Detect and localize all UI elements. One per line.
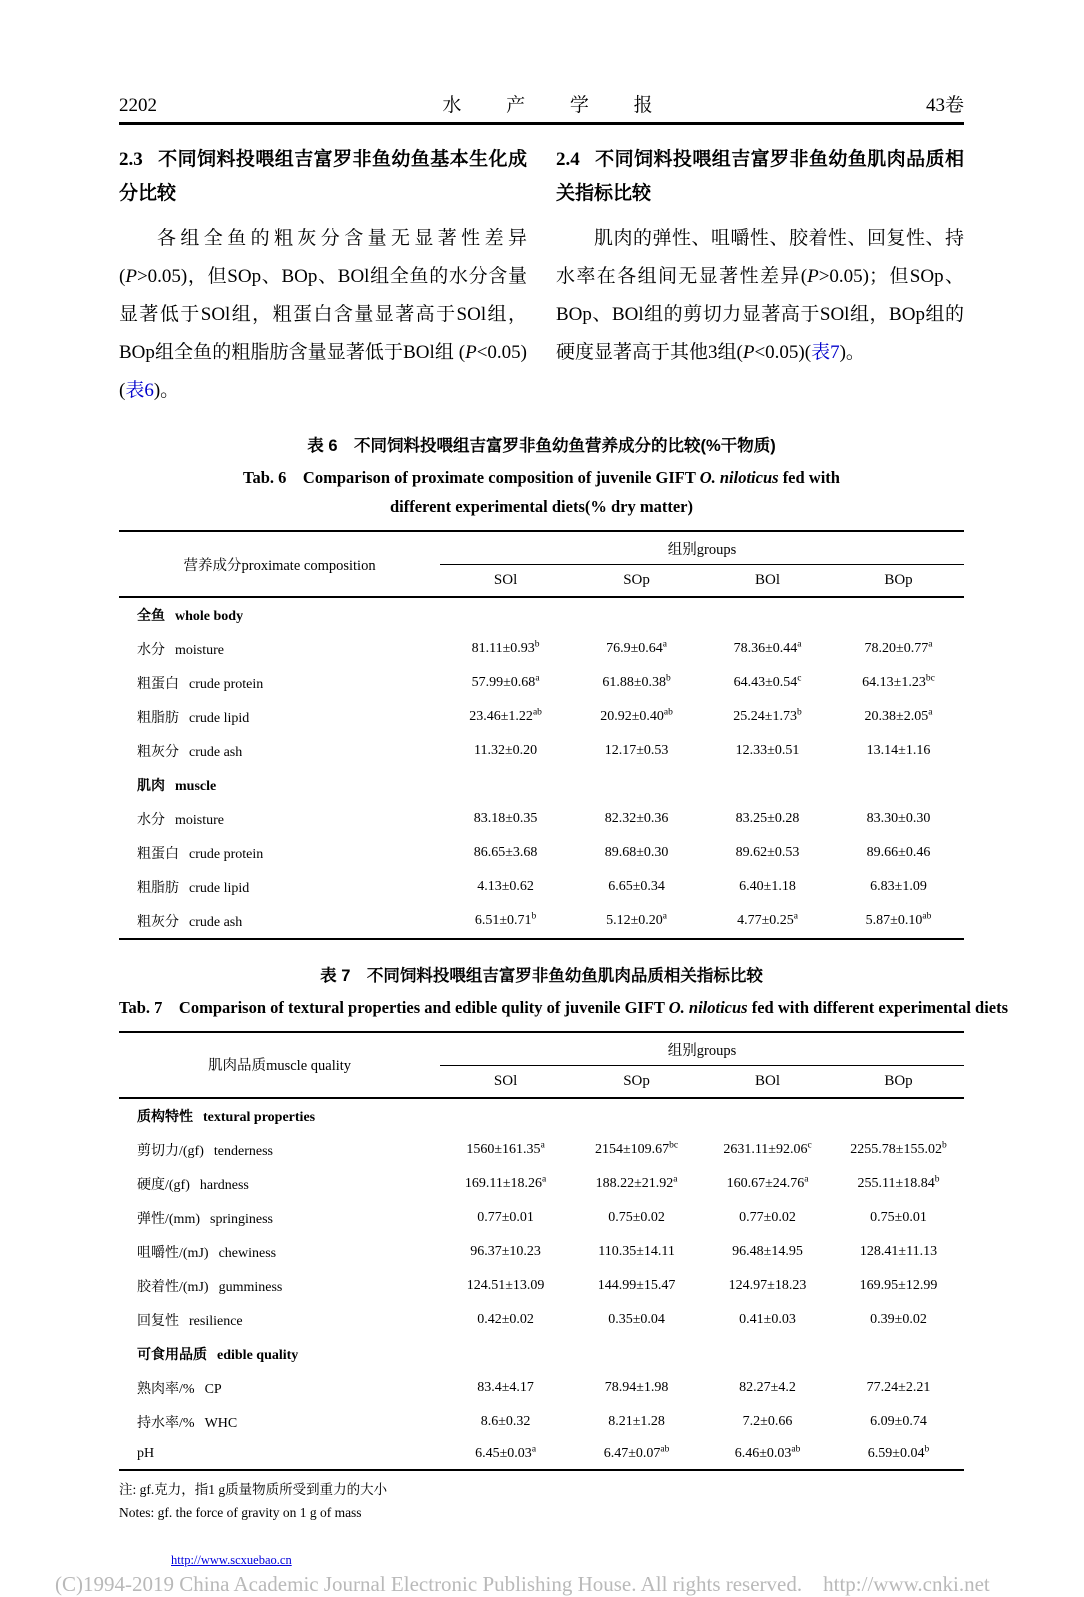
table-data-row [119,1133,964,1167]
paragraph-text: )。 [839,341,865,363]
cell-value: 96.37±10.23 [470,1243,541,1259]
page-number: 2202 [119,95,157,116]
column-header: BOp [833,1065,964,1098]
cell-superscript: b [924,1444,930,1455]
p-value-symbol: P [465,341,477,363]
cell-value: 124.97±18.23 [728,1277,807,1293]
cell-value: 110.35±14.11 [598,1243,675,1259]
cell-value: 12.33±0.51 [735,743,800,758]
cell-superscript: a [928,639,933,650]
page [55,0,1009,1597]
cell-superscript: a [797,639,802,650]
row-label-en: crude protein [189,677,264,692]
paragraph-text: )。 [153,379,180,401]
row-label [119,836,440,870]
cell-superscript: b [934,1174,940,1185]
row-label-en: whole body [175,609,244,624]
cell-superscript: b [941,1140,947,1151]
cell-value: 13.14±1.16 [866,743,931,758]
cell-superscript: b [531,911,537,922]
row-label [119,1167,440,1201]
table-section-row [119,768,964,802]
row-label-en: crude lipid [189,881,250,896]
cell-value: 83.4±4.17 [477,1379,534,1395]
cell-superscript: ab [663,707,673,718]
cell-value: 124.51±13.09 [466,1277,545,1293]
cell-value: 25.24±1.73$^b$ [733,707,802,724]
cell-value: 12.17±0.53 [604,743,669,758]
cell-value: 0.77±0.02 [739,1209,796,1225]
row-label [119,734,440,768]
cell-value: 4.13±0.62 [477,879,534,894]
cell-value: 0.75±0.01 [870,1209,927,1225]
cell-value: 169.95±12.99 [859,1277,938,1293]
table6-caption-zh: 表 6 不同饲料投喂组吉富罗非鱼幼鱼营养成分的比较(%干物质) [307,436,776,455]
copyright-watermark: (C)1994-2019 China Academic Journal Electronic Publishing House. All rights reserved. http://www.cnki.net [55,1571,990,1596]
section-2-3-heading [119,143,527,211]
row-label [119,666,440,700]
row-label-zh: 硬度/(gf) [137,1177,190,1193]
row-label [119,768,964,802]
paragraph-text: >0.05)；但SOp、BOp、BOl组的剪切力显著高于SOl组，BOp组的硬度显著高于其他3组( [556,265,964,363]
row-label [119,632,440,666]
cell-value: 11.32±0.20 [473,743,538,758]
table-data-row [119,1439,964,1470]
cell-value: 23.46±1.22$^{ab}$ [469,707,542,724]
cell-value: 89.62±0.53 [735,845,800,860]
table7-crossref-link[interactable]: 表7 [811,341,840,363]
cell-value: 76.9±0.64$^a$ [606,639,667,656]
table7-notes [119,1478,964,1525]
row-label-en: crude ash [189,745,243,760]
section-title: 不同饲料投喂组吉富罗非鱼幼鱼基本生化成分比较 [119,149,527,204]
cell-value: 188.22±21.92$^a$ [595,1174,678,1191]
table6 [119,530,964,940]
cell-value: 0.77±0.01 [477,1209,534,1225]
table-data-row [119,1235,964,1269]
cell-value: 2154±109.67$^{bc}$ [594,1140,679,1157]
cell-value: 144.99±15.47 [597,1277,676,1293]
row-label [119,904,440,939]
p-value-symbol: P [742,341,755,363]
table-data-row [119,700,964,734]
cell-value: 81.11±0.93$^b$ [471,639,540,656]
cell-value: 61.88±0.38$^b$ [602,673,671,690]
row-label [119,1439,440,1470]
cell-superscript: a [793,911,798,922]
groups-header-zh: 组别 [667,1042,697,1059]
cell-value: 78.94±1.98 [604,1379,669,1395]
row-label-zh: 咀嚼性/(mJ) [137,1245,209,1261]
cell-superscript: ab [791,1444,801,1455]
table-section-row [119,1098,964,1133]
row-label [119,1337,964,1371]
cell-value: 6.51±0.71$^b$ [474,911,537,928]
cell-superscript: ab [660,1444,670,1455]
row-label-en: crude ash [189,915,243,930]
groups-header-en: groups [696,1042,737,1059]
caption-text: fed with [778,467,840,487]
cell-value: 64.43±0.54$^c$ [733,673,802,690]
cell-value: 2255.78±155.02$^b$ [850,1140,947,1157]
caption-text: different experimental diets(% dry matter) [389,497,694,517]
row-label-zh: 胶着性/(mJ) [137,1279,209,1295]
table-data-row [119,1201,964,1235]
cell-value: 0.41±0.03 [739,1311,796,1327]
section-2-3-paragraph [119,220,527,410]
section-2-4-heading [556,143,964,211]
row-label [119,1201,440,1235]
cell-superscript: a [542,1174,547,1185]
cell-value: 6.09±0.74 [870,1413,927,1429]
cell-value: 6.83±1.09 [870,879,927,894]
row-label-zh: 水分 [137,643,165,658]
row-label [119,1303,440,1337]
column-header: SOl [440,565,571,598]
caption-text: Tab. 6 Comparison of proximate composition of juvenile GIFT [243,467,700,487]
cell-superscript: a [928,707,933,718]
table7 [119,1031,964,1471]
cell-value: 6.40±1.18 [739,879,796,894]
cell-value: 83.30±0.30 [866,811,931,826]
cell-value: 8.6±0.32 [480,1413,531,1429]
cell-superscript: a [531,1444,537,1455]
note-en: Notes: gf. the force of gravity on 1 g of mass [119,1505,362,1521]
section-title: 不同饲料投喂组吉富罗非鱼幼鱼肌肉品质相关指标比较 [556,149,964,204]
table-data-row [119,1303,964,1337]
cell-value: 78.20±0.77$^a$ [864,639,933,656]
stub-header-zh: 肌肉品质 [208,1058,267,1075]
table-data-row [119,734,964,768]
paragraph-text: <0.05)( [119,341,527,401]
row-label [119,1098,964,1133]
cell-value: 78.36±0.44$^a$ [733,639,802,656]
column-header: SOp [571,565,702,598]
section-number: 2.4 [556,149,580,170]
row-label-zh: 可食用品质 [137,1347,207,1363]
row-label-zh: 粗脂肪 [137,881,179,896]
p-value-symbol: P [125,265,137,287]
table-data-row [119,632,964,666]
row-label [119,1269,440,1303]
species-name: O. niloticus [699,467,779,487]
cell-value: 6.59±0.04$^b$ [867,1444,930,1461]
table-data-row [119,904,964,939]
row-label [119,700,440,734]
cell-value: 5.87±0.10$^{ab}$ [865,911,932,928]
groups-header-en: groups [696,542,737,558]
table-data-row [119,666,964,700]
stub-header-en: proximate composition [241,557,376,574]
row-label-zh: 持水率/% [137,1415,195,1431]
cell-superscript: a [662,911,667,922]
table-data-row [119,1405,964,1439]
row-label [119,802,440,836]
table7-caption-zh: 表 7 不同饲料投喂组吉富罗非鱼幼鱼肌肉品质相关指标比较 [320,967,763,985]
cell-value: 5.12±0.20$^a$ [606,911,667,928]
cell-value: 0.42±0.02 [477,1311,534,1327]
cell-value: 255.11±18.84$^b$ [857,1174,940,1191]
section-number: 2.3 [119,149,143,170]
cell-value: 0.35±0.04 [608,1311,665,1327]
column-header: BOl [702,565,833,598]
row-label-en: resilience [189,1313,243,1329]
cell-superscript: bc [925,673,935,684]
table7-block [119,962,1009,1471]
p-value-symbol: P [807,265,819,287]
row-label-en: CP [204,1381,222,1397]
column-header: BOl [702,1065,833,1098]
cell-value: 89.66±0.46 [866,845,931,860]
column-left [119,143,527,410]
row-label-zh: 粗蛋白 [137,847,179,862]
row-label-en: crude protein [189,847,264,862]
cell-value: 1560±161.35$^a$ [466,1140,545,1157]
cell-value: 8.21±1.28 [608,1413,665,1429]
cell-value: 6.46±0.03$^{ab}$ [734,1444,801,1461]
row-label-zh: 剪切力/(gf) [137,1143,204,1159]
row-label-en: hardness [199,1177,249,1193]
row-label-zh: 全鱼 [137,609,165,624]
row-label-en: chewiness [218,1245,277,1261]
cell-value: 6.65±0.34 [608,879,665,894]
cell-value: 160.67±24.76$^a$ [726,1174,809,1191]
row-label-en: moisture [175,643,224,658]
cell-value: 128.41±11.13 [859,1243,938,1259]
stub-header-en: muscle quality [266,1058,352,1075]
row-label-en: tenderness [213,1143,273,1159]
paragraph-text: 各组全鱼的粗灰分含量无显著性差异( [119,227,527,287]
row-label-zh: 质构特性 [137,1109,193,1125]
column-right [556,143,964,410]
cell-value: 7.2±0.66 [742,1413,793,1429]
table6-group-header-row [119,531,964,565]
row-label [119,597,964,632]
row-label-zh: 回复性 [137,1313,179,1329]
species-name: O. niloticus [668,998,748,1017]
row-label-en: WHC [204,1415,238,1431]
row-label-zh: 水分 [137,813,165,828]
row-label-zh: 粗蛋白 [137,677,179,692]
cell-value: 169.11±18.26$^a$ [464,1174,547,1191]
table-data-row [119,870,964,904]
note-zh: 注: gf.克力，指1 g质量物质所受到重力的大小 [119,1481,388,1497]
table-data-row [119,1167,964,1201]
cell-superscript: a [804,1174,809,1185]
volume-number: 43卷 [925,95,964,116]
row-label-en: muscle [175,779,217,794]
row-label-en: crude lipid [189,711,250,726]
scxuebao-link[interactable]: http://www.scxuebao.cn [171,1552,292,1567]
stub-header-zh: 营养成分 [183,557,242,574]
row-label-zh: 粗灰分 [137,745,179,760]
journal-title: 水 产 学 报 [442,95,667,116]
table-data-row [119,1371,964,1405]
table-section-row [119,597,964,632]
cell-value: 89.68±0.30 [604,845,669,860]
cell-value: 2631.11±92.06$^c$ [723,1140,812,1157]
header-rule [119,122,964,125]
groups-header-zh: 组别 [667,542,697,558]
caption-text: Tab. 7 Comparison of textural properties and edible qulity of juvenile GIFT [119,998,669,1017]
table6-stub-header [119,531,440,597]
table-data-row [119,836,964,870]
cell-value: 64.13±1.23$^{bc}$ [862,673,935,690]
row-label-zh: 弹性/(mm) [137,1211,200,1227]
cell-superscript: a [662,639,667,650]
row-label [119,1405,440,1439]
table-data-row [119,1269,964,1303]
caption-text: fed with different experimental diets [747,998,1009,1017]
cell-value: 57.99±0.68$^a$ [471,673,540,690]
cell-superscript: b [796,707,802,718]
cell-value: 4.77±0.25$^a$ [737,911,798,928]
paragraph-text: >0.05)，但SOp、BOp、BOl组全鱼的水分含量显著低于SOl组，粗蛋白含量显著高于SOl组，BOp组全鱼的粗脂肪含量显著低于BOl组 ( [119,265,527,363]
row-label-zh: 肌肉 [137,779,165,794]
cell-value: 82.32±0.36 [604,811,669,826]
paragraph-text: 肌肉的弹性、咀嚼性、胶着性、回复性、持水率在各组间无显著性差异( [556,227,964,287]
cell-superscript: c [797,673,802,684]
cell-value: 0.39±0.02 [870,1311,927,1327]
cell-value: 83.25±0.28 [735,811,800,826]
row-label-en: moisture [175,813,224,828]
table-section-row [119,1337,964,1371]
cell-superscript: b [534,639,540,650]
two-column-text [119,143,964,410]
row-label-zh: pH [137,1445,155,1461]
cell-value: 6.45±0.03$^a$ [475,1444,537,1461]
table6-block [119,432,964,940]
cell-superscript: ab [922,911,932,922]
cell-value: 20.92±0.40$^{ab}$ [600,707,673,724]
cell-value: 77.24±2.21 [866,1379,931,1395]
row-label-zh: 粗脂肪 [137,711,179,726]
table7-group-header-row [119,1032,964,1066]
cell-value: 83.18±0.35 [473,811,538,826]
cell-superscript: c [807,1140,812,1151]
table7-stub-header [119,1032,440,1098]
row-label-en: gumminess [218,1279,283,1295]
cell-value: 96.48±14.95 [732,1243,803,1259]
cell-superscript: a [540,1140,545,1151]
cell-superscript: a [535,673,540,684]
section-2-4-paragraph [556,220,964,372]
cell-value: 6.47±0.07$^{ab}$ [603,1444,670,1461]
row-label [119,870,440,904]
table7-groups-header [440,1032,964,1066]
running-head [119,90,964,117]
cell-superscript: a [673,1174,678,1185]
row-label-en: edible quality [217,1347,299,1363]
column-header: SOp [571,1065,702,1098]
table6-crossref-link[interactable]: 表6 [125,379,154,401]
row-label-en: textural properties [203,1109,316,1125]
table6-caption-en [119,463,964,522]
page-footer [55,1551,990,1597]
table-data-row [119,802,964,836]
row-label-zh: 熟肉率/% [137,1381,195,1397]
cell-value: 20.38±2.05$^a$ [864,707,933,724]
table6-groups-header [440,531,964,565]
cell-value: 86.65±3.68 [473,845,538,860]
cell-superscript: ab [532,707,542,718]
cell-superscript: bc [669,1140,679,1151]
paragraph-text: <0.05)( [754,341,812,363]
table7-caption-en [119,993,1009,1023]
column-header: SOl [440,1065,571,1098]
row-label [119,1235,440,1269]
row-label [119,1133,440,1167]
cell-superscript: b [666,673,671,684]
cell-value: 82.27±4.2 [739,1379,796,1395]
column-header: BOp [833,565,964,598]
row-label-en: springiness [210,1211,273,1227]
row-label-zh: 粗灰分 [137,915,179,930]
cell-value: 0.75±0.02 [608,1209,665,1225]
row-label [119,1371,440,1405]
